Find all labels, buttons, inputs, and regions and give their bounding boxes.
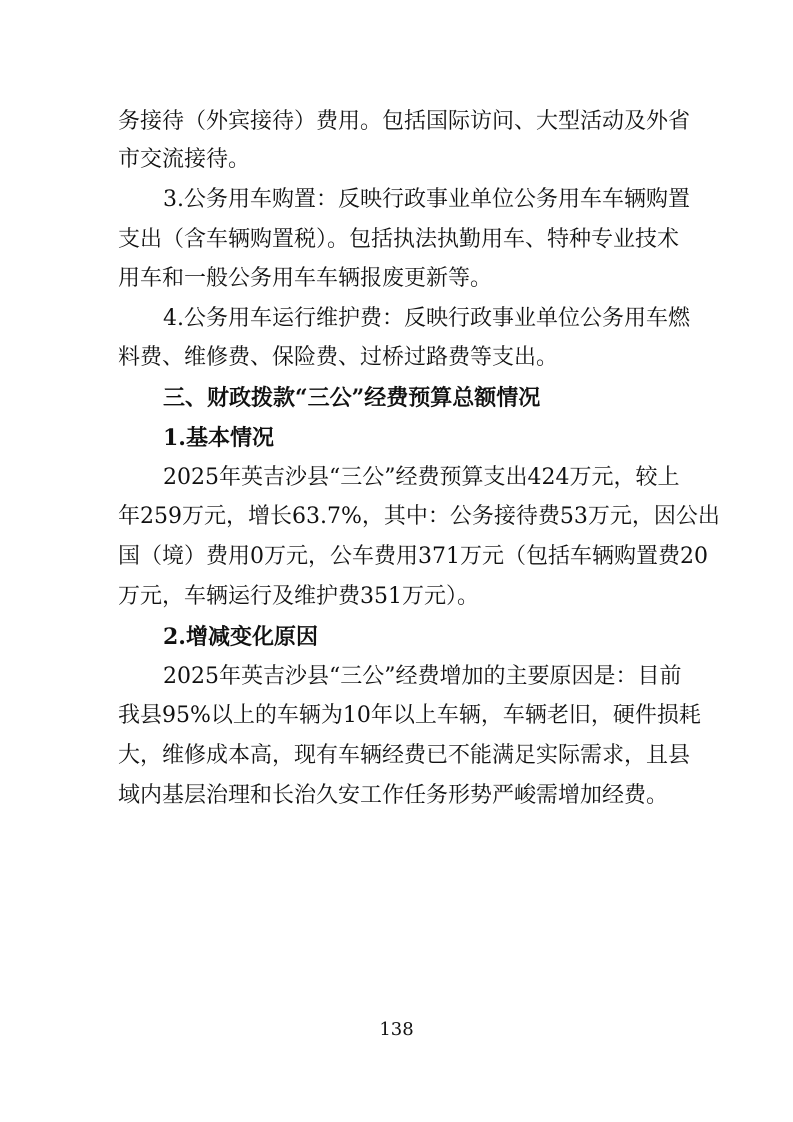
body-text-line: 大，维修成本高，现有车辆经费已不能满足实际需求，且县 xyxy=(118,743,691,768)
body-text-line: 2025年英吉沙县“三公”经费增加的主要原因是：目前 xyxy=(163,664,682,689)
body-text-line: 域内基层治理和长治久安工作任务形势严峻需增加经费。 xyxy=(118,783,669,808)
body-text-line: 务接待（外宾接待）费用。包括国际访问、大型活动及外省 xyxy=(118,109,691,134)
body-text-line: 国（境）费用0万元，公车费用371万元（包括车辆购置费20 xyxy=(118,544,708,569)
body-text-line: 用车和一般公务用车车辆报废更新等。 xyxy=(118,266,493,291)
body-text-line: 我县95%以上的车辆为10年以上车辆，车辆老旧，硬件损耗 xyxy=(118,703,701,728)
body-text-line: 料费、维修费、保险费、过桥过路费等支出。 xyxy=(118,345,559,370)
body-text-line: 万元，车辆运行及维护费351万元）。 xyxy=(118,584,479,609)
body-text-line: 支出（含车辆购置税）。包括执法执勤用车、特种专业技术 xyxy=(118,227,680,252)
body-text-line: 年259万元，增长63.7%，其中：公务接待费53万元，因公出 xyxy=(118,504,720,529)
body-text-line: 2025年英吉沙县“三公”经费预算支出424万元，较上 xyxy=(163,465,680,490)
subsection-heading-change: 2.增减变化原因 xyxy=(163,624,318,650)
list-item-4-line: 4.公务用车运行维护费：反映行政事业单位公务用车燃 xyxy=(163,306,690,331)
section-heading: 三、财政拨款“三公”经费预算总额情况 xyxy=(163,385,541,411)
subsection-heading-basic: 1.基本情况 xyxy=(163,425,274,451)
list-item-3-line: 3.公务用车购置：反映行政事业单位公务用车车辆购置 xyxy=(163,187,690,212)
body-text-line: 市交流接待。 xyxy=(118,147,251,172)
page-number: 138 xyxy=(379,1019,414,1040)
